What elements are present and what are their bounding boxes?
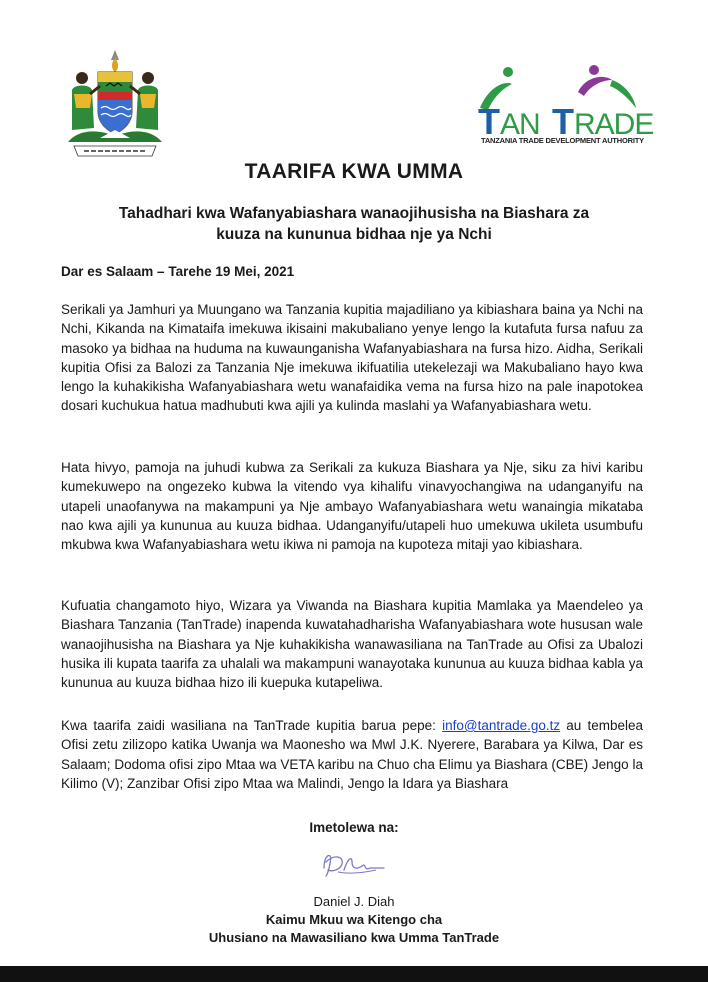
coat-of-arms-icon <box>60 50 170 162</box>
paragraph-4-text-cont: au tembelea Ofisi zetu zilizopo katika Uwanja wa Maonesho wa Mwl J.K. Nyerere, Barabara ya Kilwa, Dar es Salaam; Dodoma ofisi zipo Mtaa wa VETA karibu na Chuo cha Elimu ya Biashara (CBE) Jengo la Kilimo (V); Zanzibar Ofisi zipo Mtaa wa Malindi, Jengo la Idara ya Biashara <box>61 718 643 791</box>
paragraph-4 <box>61 716 643 793</box>
bottom-edge-strip <box>0 966 708 982</box>
dateline: Dar es Salaam – Tarehe 19 Mei, 2021 <box>61 264 295 279</box>
signer-title-line: Uhusiano na Mawasiliano kwa Umma TanTrade <box>208 930 500 945</box>
paragraph-3: Kufuatia changamoto hiyo, Wizara ya Viwanda na Biashara kupitia Mamlaka ya Maendeleo ya Biashara Tanzania (TanTrade) inapenda kuwatahadharisha Wafanyabiashara wote hususan wale wanaojihusisha na Biashara ya Nje kuhakikisha wanawasiliana na TanTrade au Ofisi za Ubalozi husika ili kupata taarifa za uhalali wa makampuni wanayotaka kununua au kuuza bidhaa kabla ya kununua au kuuza bidhaa hizo ili kuepuka kutapeliwa. <box>61 598 643 691</box>
signer-title-line: Kaimu Mkuu wa Kitengo cha <box>265 912 443 927</box>
paragraph-2: Hata hivyo, pamoja na juhudi kubwa za Serikali za kukuza Biashara ya Nje, siku za hivi karibu kumekuwepo na ongezeko kubwa la vitendo vya kihalifu vinavyochangiwa na udanganyifu na utapeli unaofanywa na makampuni ya Nje ambayo Wafanyabiashara wetu wanaingia mikataba nao kwa ajili ya kununua au kuuza bidhaa. Udanganyifu/utapeli huo umekuwa ukileta usumbufu mkubwa kwa Wafanyabiashara wetu ikiwa ni pamoja na kupoteza mitaji yao kibiashara. <box>61 460 643 553</box>
subtitle-line: kuuza na kununua bidhaa nje ya Nchi <box>216 226 492 243</box>
subtitle-line: Tahadhari kwa Wafanyabiashara wanaojihusisha na Biashara za <box>118 205 590 222</box>
svg-text:AN: AN <box>500 108 540 141</box>
logo-tagline: TANZANIA TRADE DEVELOPMENT AUTHORITY <box>481 136 644 145</box>
svg-text:RADE: RADE <box>574 108 654 141</box>
signer-name: Daniel J. Diah <box>313 894 395 909</box>
page-title: TAARIFA KWA UMMA <box>244 160 464 183</box>
paragraph-1: Serikali ya Jamhuri ya Muungano wa Tanzania kupitia majadiliano ya kibiashara baina ya Nchi na Nchi, Kikanda na Kimataifa imekuwa ikisaini makubaliano yenye lengo la kutafuta fursa nafuu za masoko ya bidhaa na huduma na kuwaunganisha Wafanyabiashara na fursa hizo. Aidha, Serikali kupitia Ofisi za Balozi za Tanzania Nje imekuwa ikifuatilia utekelezaji wa Makubaliano hayo kwa lengo la kuhakikisha Wafanyabiashara wetu wanafaidika vema na fursa hizo na pale inapotokea dosari kuchukua hatua madhubuti kwa ajili ya kulinda maslahi ya Wafanyabiashara wetu. <box>61 302 643 414</box>
paragraph-4-text: Kwa taarifa zaidi wasiliana na TanTrade kupitia barua pepe: <box>61 718 443 733</box>
svg-text:T: T <box>478 101 499 142</box>
subtitle <box>100 203 608 245</box>
signoff-heading: Imetolewa na: <box>309 820 399 835</box>
svg-text:T: T <box>552 101 573 142</box>
signature-icon <box>318 848 388 880</box>
email-link[interactable]: info@tantrade.go.tz <box>442 718 561 733</box>
